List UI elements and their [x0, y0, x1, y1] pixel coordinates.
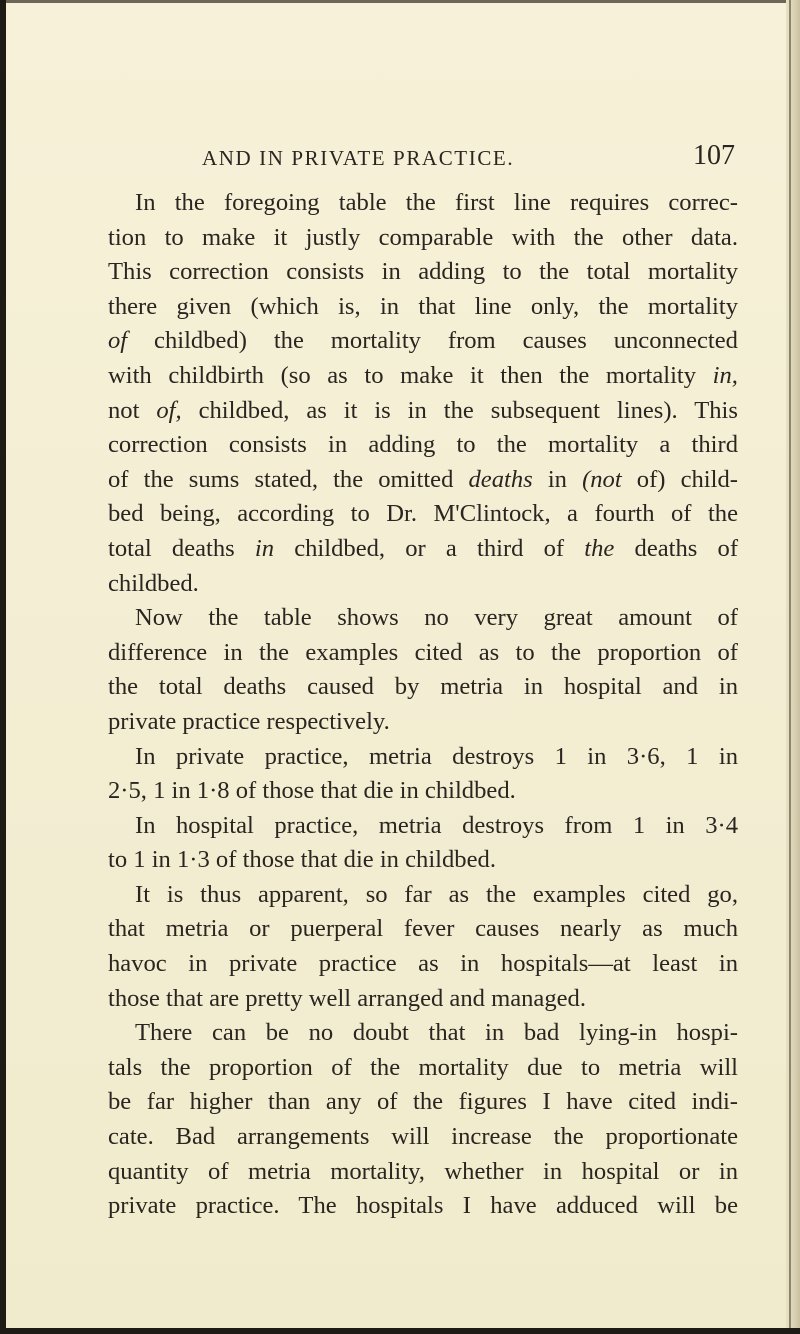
text-line: there given (which is, in that line only, the mortality	[108, 292, 738, 320]
text-line: havoc in private practice as in hospitals—at least in	[108, 950, 738, 978]
body-text	[108, 186, 738, 1224]
text-line: It is thus apparent, so far as the examples cited go,	[135, 880, 738, 908]
page-top-edge	[0, 0, 800, 3]
text-line: not of, childbed, as it is in the subsequent lines). This	[108, 396, 738, 424]
text-line: tion to make it justly comparable with the other data.	[108, 223, 738, 251]
text-line: 2·5, 1 in 1·8 of those that die in childbed.	[108, 777, 516, 805]
text-line: be far higher than any of the figures I have cited indi-	[108, 1088, 738, 1116]
text-line: to 1 in 1·3 of those that die in childbed.	[108, 846, 496, 874]
text-line: This correction consists in adding to the total mortality	[108, 258, 738, 286]
running-title: AND IN PRIVATE PRACTICE.	[202, 146, 515, 170]
page-right-edge-line	[789, 0, 791, 1334]
text-line: In the foregoing table the first line requires correc-	[135, 189, 738, 216]
text-line: those that are pretty well arranged and managed.	[108, 984, 587, 1012]
text-line: bed being, according to Dr. M'Clintock, a fourth of the	[108, 500, 738, 528]
text-line: private practice. The hospitals I have adduced will be	[108, 1192, 738, 1220]
text-line: childbed.	[108, 569, 199, 597]
text-line: cate. Bad arrangements will increase the proportionate	[108, 1123, 738, 1151]
page-left-edge	[0, 0, 6, 1334]
text-line: There can be no doubt that in bad lying-in hospi-	[135, 1019, 738, 1047]
running-head	[110, 140, 735, 176]
text-line: with childbirth (so as to make it then the mortality in,	[108, 361, 738, 389]
text-line: In hospital practice, metria destroys from 1 in 3·4	[135, 811, 738, 839]
text-line: correction consists in adding to the mortality a third	[108, 431, 738, 459]
text-line: the total deaths caused by metria in hospital and in	[108, 673, 738, 701]
page-number: 107	[693, 140, 735, 171]
text-line: private practice respectively.	[108, 707, 390, 735]
text-line: Now the table shows no very great amount of	[135, 604, 738, 632]
text-line: of the sums stated, the omitted deaths in (not of) child-	[108, 465, 738, 493]
text-line: of childbed) the mortality from causes unconnected	[108, 327, 738, 355]
text-line: total deaths in childbed, or a third of the deaths of	[108, 534, 739, 562]
text-line: In private practice, metria destroys 1 in 3·6, 1 in	[135, 742, 738, 770]
page-bottom-edge	[0, 1328, 800, 1334]
text-line: tals the proportion of the mortality due to metria will	[108, 1053, 738, 1081]
text-line: quantity of metria mortality, whether in hospital or in	[108, 1157, 738, 1185]
text-line: difference in the examples cited as to the proportion of	[108, 638, 738, 666]
text-line: that metria or puerperal fever causes nearly as much	[108, 915, 738, 943]
